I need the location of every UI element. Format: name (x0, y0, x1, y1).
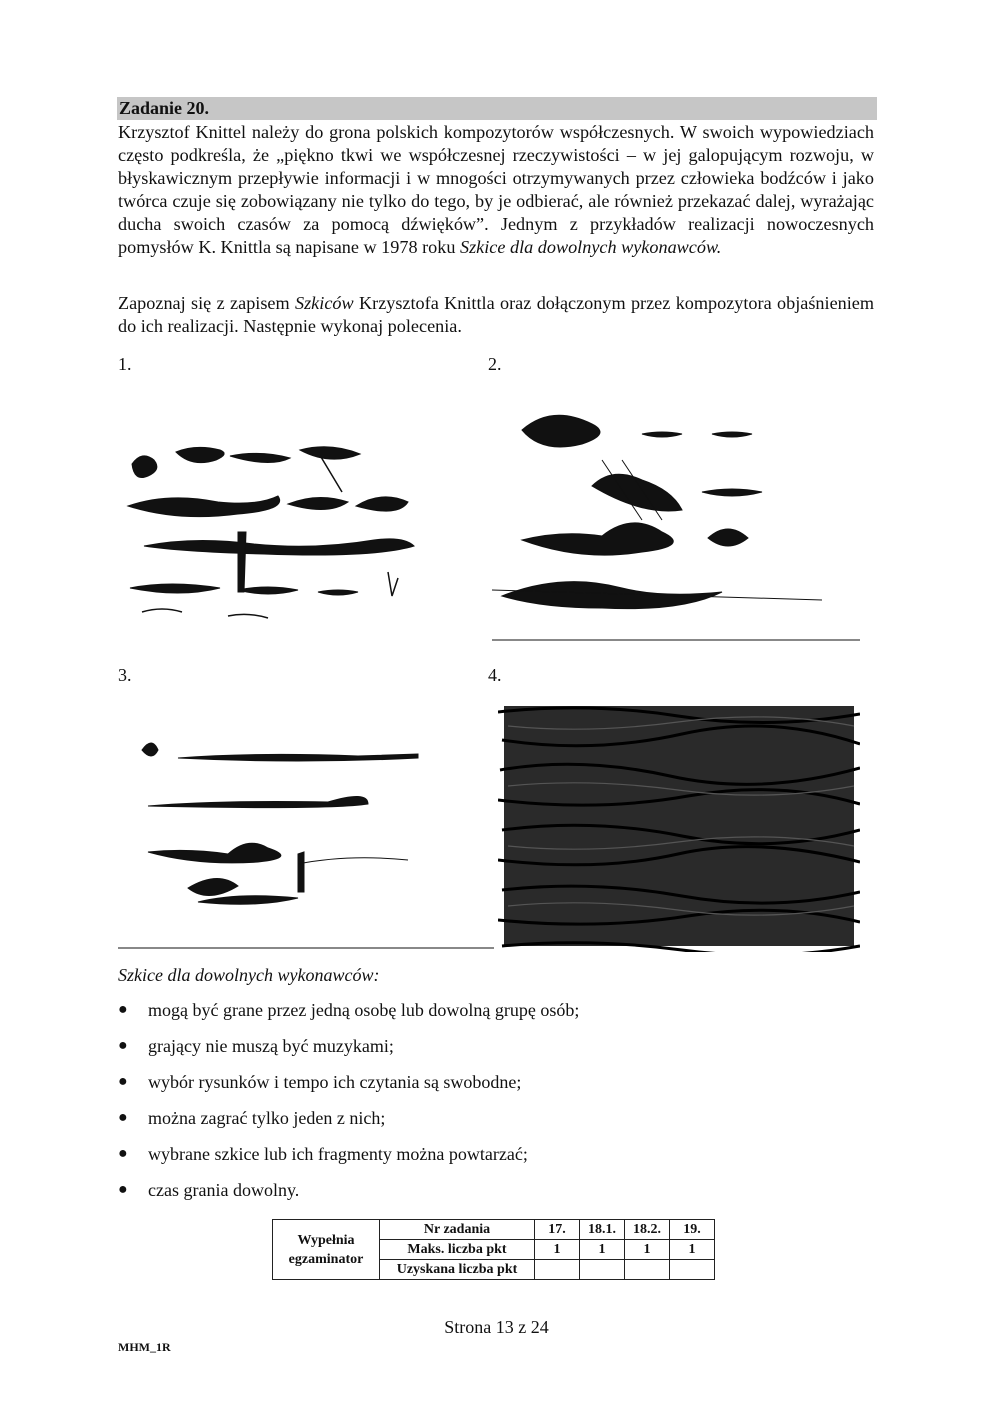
bullet-icon: ● (118, 1181, 128, 1198)
obtained-points-cell[interactable] (535, 1260, 580, 1280)
sketch-4-drawing (498, 700, 860, 952)
task-number-cell: 18.2. (625, 1220, 670, 1240)
task-instruction-b: Krzysztofa Knittla oraz dołączonym przez kompozytora objaśnieniem do ich realizacji. Następnie wykonaj polecenia. (118, 293, 875, 336)
sketch-image-1 (118, 422, 442, 642)
max-points-cell: 1 (535, 1240, 580, 1260)
task-number-cell: 17. (535, 1220, 580, 1240)
sketch-1-drawing (118, 422, 442, 642)
bullet-icon: ● (118, 1145, 128, 1162)
sketch-image-4 (498, 700, 860, 952)
table-row (273, 1220, 715, 1240)
rules-list (118, 998, 579, 1214)
bullet-icon: ● (118, 1109, 128, 1126)
exam-code: MHM_1R (118, 1340, 171, 1354)
list-item (118, 1070, 579, 1106)
rule-text: wybrane szkice lub ich fragmenty można powtarzać; (148, 1144, 528, 1164)
sketch-image-2 (482, 400, 860, 642)
max-points-label: Maks. liczba pkt (380, 1240, 535, 1260)
sketch-image-3 (118, 688, 494, 952)
task-intro-text: Krzysztof Knittel należy do grona polskich kompozytorów współczesnych. W swoich wypowiedziach często podkreśla, że „piękno tkwi we współczesnej rzeczywistości – w jej galopującym rozwoju, w błyskawicznym przepływie informacji i w mnogości otrzymywanych przez człowieka bodźców i jako twórca czuje się zobowiązany nie tylko do tego, by je odbierać, ale również przekazać dalej, wyrażając ducha swoich czasów za pomocą dźwięków”. Jednym z przykładów realizacji nowoczesnych pomysłów K. Knittla są napisane w 1978 roku (118, 122, 874, 257)
sketch-3-drawing (118, 688, 494, 952)
sketch-2-drawing (482, 400, 860, 642)
rule-text: można zagrać tylko jeden z nich; (148, 1108, 386, 1128)
task-number-cell: 18.1. (580, 1220, 625, 1240)
sketch-number-1: 1. (118, 354, 132, 374)
bullet-icon: ● (118, 1001, 128, 1018)
obtained-points-cell[interactable] (580, 1260, 625, 1280)
obtained-points-label: Uzyskana liczba pkt (380, 1260, 535, 1280)
examiner-cell: Wypełnia egzaminator (273, 1220, 380, 1280)
list-item (118, 998, 579, 1034)
task-instruction (118, 292, 874, 338)
sketch-number-2: 2. (488, 354, 502, 374)
task-header: Zadanie 20. (117, 97, 877, 120)
list-item (118, 1178, 579, 1214)
list-item (118, 1142, 579, 1178)
max-points-cell: 1 (625, 1240, 670, 1260)
bullet-icon: ● (118, 1073, 128, 1090)
rule-text: mogą być grane przez jedną osobę lub dowolną grupę osób; (148, 1000, 580, 1020)
task-number-cell: 19. (670, 1220, 715, 1240)
max-points-cell: 1 (670, 1240, 715, 1260)
rules-caption: Szkice dla dowolnych wykonawców: (118, 965, 380, 985)
score-table (272, 1219, 715, 1280)
rule-text: grający nie muszą być muzykami; (148, 1036, 394, 1056)
obtained-points-cell[interactable] (625, 1260, 670, 1280)
rule-text: wybór rysunków i tempo ich czytania są swobodne; (148, 1072, 522, 1092)
list-item (118, 1106, 579, 1142)
list-item (118, 1034, 579, 1070)
sketch-number-3: 3. (118, 665, 132, 685)
task-intro-title: Szkice dla dowolnych wykonawców. (459, 237, 722, 257)
task-number-label: Nr zadania (380, 1220, 535, 1240)
rule-text: czas grania dowolny. (148, 1180, 300, 1200)
max-points-cell: 1 (580, 1240, 625, 1260)
task-instruction-a: Zapoznaj się z zapisem (118, 293, 290, 313)
obtained-points-cell[interactable] (670, 1260, 715, 1280)
task-intro (118, 121, 874, 259)
bullet-icon: ● (118, 1037, 128, 1054)
page-number: Strona 13 z 24 (444, 1317, 549, 1337)
task-instruction-title: Szkiców (295, 293, 354, 313)
sketch-number-4: 4. (488, 665, 502, 685)
